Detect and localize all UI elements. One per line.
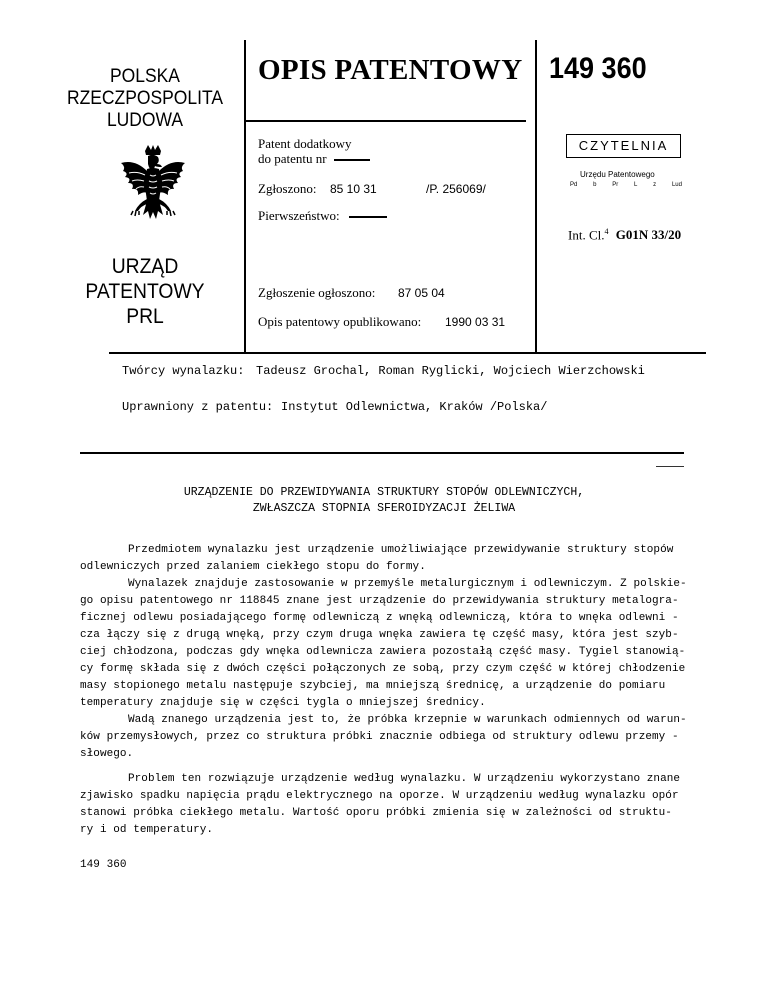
invention-title: ZWŁASZCZA STOPNIA SFEROIDYZACJI ŻELIWA	[252, 502, 516, 515]
patent-office-name	[58, 254, 233, 329]
to-patent-label: do patentu nr	[258, 151, 327, 166]
body-line: temperatury znajduje się w części tygla o mniejszej średnicy.	[80, 697, 486, 709]
country-line: LUDOWA	[106, 110, 184, 131]
holder-value: Instytut Odlewnictwa, Kraków /Polska/	[281, 400, 548, 414]
body-line: słowego.	[80, 748, 134, 760]
body-line: ry i od temperatury.	[80, 824, 214, 836]
country-line: RZECZPOSPOLITA	[66, 88, 224, 109]
blank-line	[349, 216, 387, 218]
header-divider	[109, 352, 706, 354]
body-line: cy formę składa się z dwóch części połączonych ze sobą, przy czym część w której chłodzenie	[80, 663, 686, 675]
body-line: Problem ten rozwiązuje urządzenie według wynalazku. W urządzeniu wykorzystano znane	[128, 773, 681, 785]
int-classification	[568, 227, 681, 243]
filed-label: Zgłoszono:	[258, 181, 317, 196]
body-line: ków przemysłowych, przez co struktura próbki znacznie odbiega od struktury odlewu przemy -	[80, 731, 679, 743]
office-line: PATENTOWY	[85, 280, 205, 303]
priority-field	[258, 208, 387, 224]
creators-label: Twórcy wynalazku:	[122, 364, 245, 378]
issued-label: Opis patentowy opublikowano:	[258, 314, 422, 329]
body-line: masy stopionego metalu następuje szybciej, ma mniejszą średnicę, a urządzenie do pomiaru	[80, 680, 666, 692]
int-cl-label: Int. Cl.	[568, 227, 605, 243]
int-cl-value: G01N 33/20	[615, 227, 682, 243]
office-line: URZĄD	[111, 255, 179, 278]
body-line: go opisu patentowego nr 118845 znane jest urządzenie do przewidywania struktury metalogra-	[80, 595, 679, 607]
country-line: POLSKA	[110, 66, 180, 87]
body-line: Przedmiotem wynalazku jest urządzenie umożliwiające przewidywanie struktury stopów	[128, 544, 674, 556]
filed-date: 85 10 31	[330, 182, 377, 196]
published-date: 87 05 04	[398, 286, 445, 300]
body-line: cza łączy się z drugą wnęką, przy czym druga wnęka zawiera tę część masy, która jest szyb-	[80, 629, 679, 641]
stamp-line: Urzędu Patentowego	[580, 170, 655, 179]
stamp-title: CZYTELNIA	[566, 134, 681, 158]
column-divider	[535, 40, 537, 352]
office-line: PRL	[126, 305, 164, 328]
issued-date: 1990 03 31	[445, 315, 506, 329]
patent-additional-label: Patent dodatkowy	[258, 136, 352, 151]
country-name	[58, 66, 233, 132]
body-line: Wadą znanego urządzenia jest to, że próbka krzepnie w warunkach odmiennych od warun-	[128, 714, 687, 726]
invention-title: URZĄDZENIE DO PRZEWIDYWANIA STRUKTURY STOPÓW ODLEWNICZYCH,	[183, 486, 585, 499]
patent-number: 149 360	[549, 52, 647, 85]
body-line: odlewniczych przed zalaniem ciekłego stopu do formy.	[80, 561, 426, 573]
section-divider	[80, 452, 684, 454]
body-line: ficznej odlewu posiadającego formę odlewniczą z wnęką odlewniczą, która to wnęka odlewni -	[80, 612, 679, 624]
application-number: /P. 256069/	[426, 182, 486, 196]
title-underline	[244, 120, 526, 122]
short-rule	[656, 466, 684, 467]
body-line: stanowi próbka ciekłego metalu. Wartość oporu próbki zmienia się w zależności od struktu-	[80, 807, 672, 819]
blank-line	[334, 159, 370, 161]
footer-patent-number: 149 360	[80, 859, 127, 871]
int-cl-edition: 4	[604, 227, 609, 236]
library-stamp	[566, 134, 681, 199]
body-line: Wynalazek znajduje zastosowanie w przemyśle metalurgicznym i odlewniczym. Z polskie-	[128, 578, 687, 590]
column-divider	[244, 40, 246, 352]
body-line: ciej chłodzona, podczas gdy wnęka odlewnicza zawiera pozostałą część masy. Tygiel stanowią-	[80, 646, 686, 658]
holder-label: Uprawniony z patentu:	[122, 400, 274, 414]
creators-value: Tadeusz Grochal, Roman Ryglicki, Wojciech Wierzchowski	[256, 364, 645, 378]
document-type-title: OPIS PATENTOWY	[258, 54, 523, 86]
to-patent-field	[258, 151, 370, 167]
body-line: zjawisko spadku napięcia prądu elektrycznego na oporze. W urządzeniu według wynalazku opór	[80, 790, 679, 802]
published-label: Zgłoszenie ogłoszono:	[258, 285, 376, 300]
stamp-line: Pd b Pr L z Lud	[570, 182, 682, 188]
priority-label: Pierwszeństwo:	[258, 208, 340, 223]
eagle-emblem-icon	[117, 145, 189, 245]
